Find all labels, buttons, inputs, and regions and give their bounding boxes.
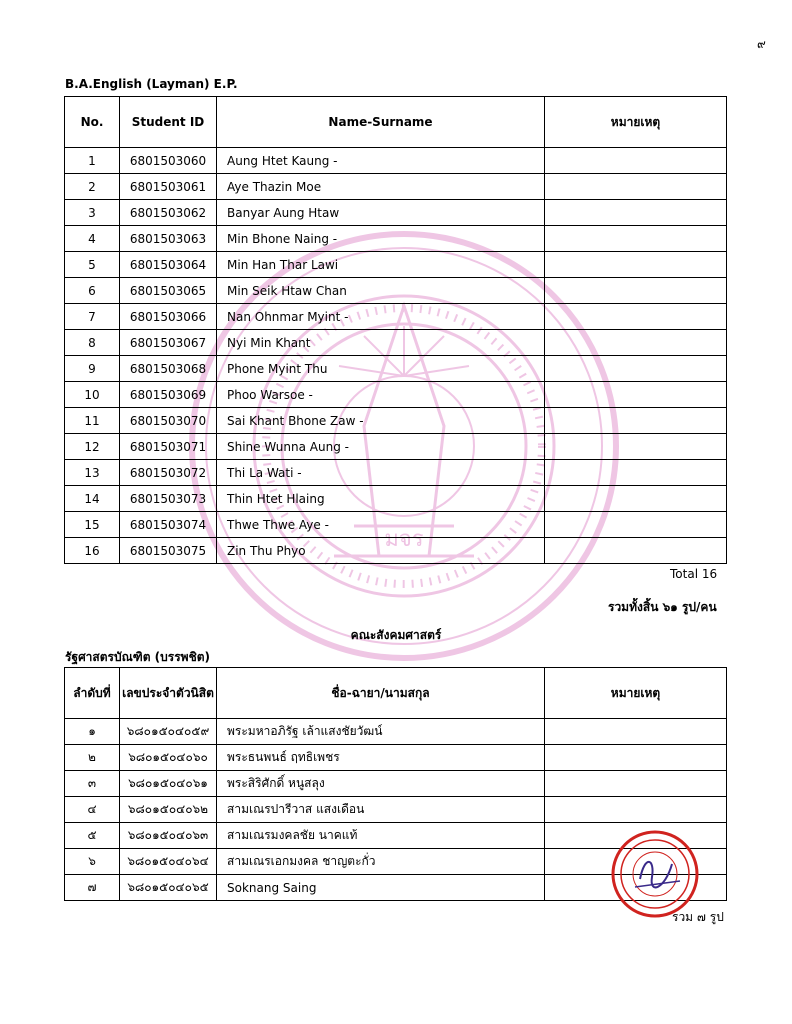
row-number: 11 [65, 408, 120, 434]
remark-cell [545, 330, 727, 356]
section-title-political-science: รัฐศาสตรบัณฑิต (บรรพชิต) [65, 650, 210, 664]
student-name: Sai Khant Bhone Zaw - [217, 408, 545, 434]
remark-cell [545, 148, 727, 174]
row-number: 13 [65, 460, 120, 486]
student-id: 6801503075 [120, 538, 217, 564]
remark-cell [545, 200, 727, 226]
student-name: Phone Myint Thu [217, 356, 545, 382]
student-id: 6801503074 [120, 512, 217, 538]
row-number: ๕ [65, 823, 120, 849]
row-number: 16 [65, 538, 120, 564]
student-id: 6801503065 [120, 278, 217, 304]
student-id: ๖๘๐๑๕๐๔๐๕๙ [120, 719, 217, 745]
svg-text:มจร: มจร [384, 527, 424, 552]
table-row [65, 408, 727, 434]
row-number: 4 [65, 226, 120, 252]
row-number: 5 [65, 252, 120, 278]
row-number: 14 [65, 486, 120, 512]
table-row [65, 745, 727, 771]
row-number: 10 [65, 382, 120, 408]
remark-cell [545, 174, 727, 200]
table-row [65, 148, 727, 174]
student-id: 6801503060 [120, 148, 217, 174]
page-number: ๙ [757, 37, 766, 51]
header-student-id: Student ID [120, 97, 217, 148]
student-id: ๖๘๐๑๕๐๔๐๖๐ [120, 745, 217, 771]
row-number: ๖ [65, 849, 120, 875]
row-number: ๓ [65, 771, 120, 797]
table-row [65, 200, 727, 226]
table-row [65, 486, 727, 512]
row-number: 7 [65, 304, 120, 330]
row-number: 9 [65, 356, 120, 382]
student-id: ๖๘๐๑๕๐๔๐๖๓ [120, 823, 217, 849]
row-number: ๑ [65, 719, 120, 745]
section1-total: Total 16 [670, 567, 718, 581]
student-name: Thin Htet Hlaing [217, 486, 545, 512]
student-name: Nyi Min Khant [217, 330, 545, 356]
table-row [65, 538, 727, 564]
student-name: Min Bhone Naing - [217, 226, 545, 252]
table-row [65, 252, 727, 278]
header-order: ลำดับที่ [65, 668, 120, 719]
table-row [65, 226, 727, 252]
student-id: 6801503062 [120, 200, 217, 226]
row-number: 2 [65, 174, 120, 200]
row-number: ๗ [65, 875, 120, 901]
student-id: 6801503069 [120, 382, 217, 408]
grand-total: รวมทั้งสิ้น ๖๑ รูป/คน [608, 600, 717, 614]
student-name: Min Han Thar Lawi [217, 252, 545, 278]
student-id: 6801503072 [120, 460, 217, 486]
table-row [65, 719, 727, 745]
remark-cell [545, 486, 727, 512]
student-name: สามเณรปารีวาส แสงเดือน [217, 797, 545, 823]
table-row [65, 330, 727, 356]
student-name: Aung Htet Kaung - [217, 148, 545, 174]
student-name: Thwe Thwe Aye - [217, 512, 545, 538]
student-id: ๖๘๐๑๕๐๔๐๖๑ [120, 771, 217, 797]
student-name: Aye Thazin Moe [217, 174, 545, 200]
table-row [65, 512, 727, 538]
student-name: สามเณรเอกมงคล ชาญตะกั่ว [217, 849, 545, 875]
student-id: 6801503066 [120, 304, 217, 330]
student-name: พระมหาอภิรัฐ เล้าแสงชัยวัฒน์ [217, 719, 545, 745]
section-title-english: B.A.English (Layman) E.P. [65, 77, 238, 91]
row-number: 12 [65, 434, 120, 460]
student-name: Zin Thu Phyo [217, 538, 545, 564]
student-id: 6801503061 [120, 174, 217, 200]
table-row [65, 278, 727, 304]
row-number: 6 [65, 278, 120, 304]
remark-cell [545, 278, 727, 304]
table-row [65, 382, 727, 408]
table-row [65, 304, 727, 330]
table-row [65, 434, 727, 460]
table-row [65, 174, 727, 200]
student-id: 6801503070 [120, 408, 217, 434]
remark-cell [545, 460, 727, 486]
table-row [65, 356, 727, 382]
remark-cell [545, 304, 727, 330]
student-id: ๖๘๐๑๕๐๔๐๖๒ [120, 797, 217, 823]
student-name: Phoo Warsoe - [217, 382, 545, 408]
remark-cell [545, 512, 727, 538]
student-id: ๖๘๐๑๕๐๔๐๖๔ [120, 849, 217, 875]
student-name: Soknang Saing [217, 875, 545, 901]
student-name: Thi La Wati - [217, 460, 545, 486]
english-table-body [65, 148, 727, 564]
row-number: 8 [65, 330, 120, 356]
remark-cell [545, 252, 727, 278]
student-id: 6801503067 [120, 330, 217, 356]
student-name: Min Seik Htaw Chan [217, 278, 545, 304]
header-name: Name-Surname [217, 97, 545, 148]
student-name: พระสิริศักดิ์ หนูสลุง [217, 771, 545, 797]
student-name: Banyar Aung Htaw [217, 200, 545, 226]
row-number: 15 [65, 512, 120, 538]
remark-cell [545, 719, 727, 745]
faculty-title: คณะสังคมศาสตร์ [350, 628, 442, 642]
student-id: 6801503073 [120, 486, 217, 512]
student-name: Nan Ohnmar Myint - [217, 304, 545, 330]
remark-cell [545, 382, 727, 408]
header-remark-2: หมายเหตุ [545, 668, 727, 719]
header-remark: หมายเหตุ [545, 97, 727, 148]
remark-cell [545, 797, 727, 823]
header-name-title: ชื่อ-ฉายา/นามสกุล [217, 668, 545, 719]
remark-cell [545, 226, 727, 252]
student-id: 6801503071 [120, 434, 217, 460]
header-student-number: เลขประจำตัวนิสิต [120, 668, 217, 719]
table-row [65, 797, 727, 823]
student-id: ๖๘๐๑๕๐๔๐๖๕ [120, 875, 217, 901]
student-name: พระธนพนธ์ ฤทธิเพชร [217, 745, 545, 771]
official-seal-signature [610, 829, 700, 919]
row-number: ๔ [65, 797, 120, 823]
student-id: 6801503068 [120, 356, 217, 382]
remark-cell [545, 538, 727, 564]
student-id: 6801503064 [120, 252, 217, 278]
remark-cell [545, 771, 727, 797]
row-number: ๒ [65, 745, 120, 771]
remark-cell [545, 434, 727, 460]
table-row [65, 460, 727, 486]
remark-cell [545, 356, 727, 382]
section2-total: รวม ๗ รูป [672, 910, 724, 924]
student-name: สามเณรมงคลชัย นาคแท้ [217, 823, 545, 849]
row-number: 3 [65, 200, 120, 226]
student-name: Shine Wunna Aung - [217, 434, 545, 460]
remark-cell [545, 745, 727, 771]
header-no: No. [65, 97, 120, 148]
english-student-table [64, 96, 727, 564]
table-row [65, 771, 727, 797]
row-number: 1 [65, 148, 120, 174]
student-id: 6801503063 [120, 226, 217, 252]
remark-cell [545, 408, 727, 434]
